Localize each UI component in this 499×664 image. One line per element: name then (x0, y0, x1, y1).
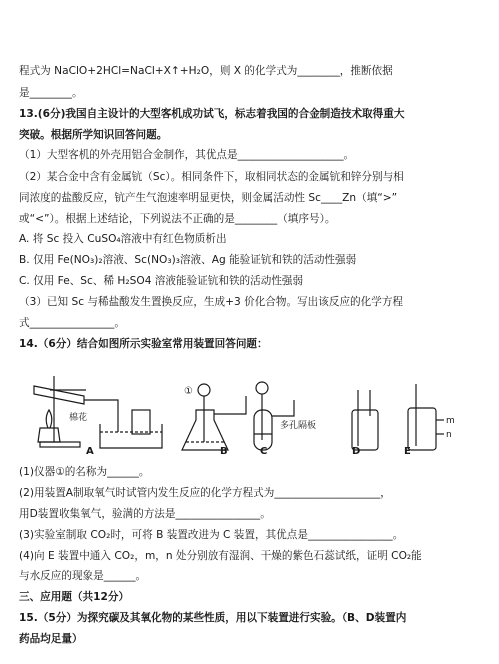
conical-flask (182, 410, 228, 450)
text-line: 或“<”）。根据上述结论，下列说法不正确的是________（填序号）。 (19, 213, 336, 225)
e-bottle (408, 408, 436, 450)
text-line: (2)用装置A制取氧气时试管内发生反应的化学方程式为____________________， (19, 487, 391, 499)
test-tube (34, 386, 84, 404)
text-line: （1）大型客机的外壳用铝合金制作，其优点是____________________。 (19, 149, 355, 161)
collecting-bottle (132, 410, 150, 434)
text-line: （3）已知 Sc 与稀盐酸发生置换反应，生成+3 价化合物。写出该反应的化学方程 (19, 296, 404, 308)
delivery-tube (84, 400, 118, 432)
text-line: 是________。 (19, 87, 83, 99)
question-14-title: 14.（6分）结合如图所示实验室常用装置回答问题： (19, 338, 268, 350)
n-label: n (446, 430, 452, 440)
text-line: （2）某合金中含有金属钪（Sc）。相同条件下，取相同状态的金属钪和锌分别与相 (19, 171, 404, 183)
cotton-label: 棉花 (69, 413, 88, 423)
apparatus-label-a: A (86, 446, 94, 457)
question-15-title: 15.（5分）为探究碳及其氧化物的某些性质，用以下装置进行实验。（B、D装置内 (19, 612, 407, 624)
c-outlet (272, 400, 294, 416)
text-line: 式________________。 (19, 317, 125, 329)
stand-base (40, 442, 80, 447)
apparatus-label-d: D (352, 446, 361, 457)
text-line: (4)向 E 装置中通入 CO₂，m，n 处分别放有湿润、干燥的紫色石蕊试纸，证明 CO₂能 (19, 550, 422, 562)
m-label: m (446, 416, 455, 426)
apparatus-figure (14, 370, 484, 462)
option-c: C. 仅用 Fe、Sc、稀 H₂SO4 溶液能验证钪和铁的活动性强弱 (19, 275, 304, 287)
circle-one-label: ① (184, 386, 193, 397)
water-trough (100, 424, 162, 448)
apparatus-label-e: E (404, 446, 411, 457)
option-b: B. 仅用 Fe(NO₃)₂溶液、Sc(NO₃)₃溶液、Ag 能验证钪和铁的活动性强弱 (19, 254, 357, 266)
text-line: 突破。根据所学知识回答问题。 (19, 129, 168, 141)
b-outlet (214, 396, 246, 414)
text-line: 用D装置收集氧气，验满的方法是________________。 (19, 508, 271, 520)
text-line: (1)仪器①的名称为______。 (19, 466, 150, 478)
text-line: (3)实验室制取 CO₂时，可将 B 装置改进为 C 装置，其优点是________________。 (19, 529, 404, 541)
question-13-title: 13.(6分)我国自主设计的大型客机成功试飞，标志着我国的合金制造技术取得重大 (19, 108, 405, 120)
text-line: 程式为 NaClO+2HCl=NaCl+X↑+H₂O，则 X 的化学式为________，推断依据 (19, 65, 393, 77)
d-bottle (352, 410, 378, 450)
apparatus-label-c: C (260, 446, 268, 457)
flame (46, 410, 52, 428)
text-line: 同浓度的盐酸反应，钪产生气泡速率明显更快，则金属活动性 Sc____Zn（填“>” (19, 192, 398, 204)
text-line: 药品均足量） (19, 633, 83, 645)
c-tube (254, 410, 272, 450)
section-heading: 三、应用题（共12分） (19, 591, 130, 603)
text-line: 与水反应的现象是______。 (19, 570, 147, 582)
c-funnel-top (256, 382, 268, 394)
apparatus-label-b: B (220, 446, 228, 457)
funnel-top (198, 384, 210, 396)
alcohol-lamp (38, 428, 60, 442)
porous-plate-label: 多孔隔板 (280, 421, 317, 431)
option-a: A. 将 Sc 投入 CuSO₄溶液中有红色物质析出 (19, 233, 227, 245)
